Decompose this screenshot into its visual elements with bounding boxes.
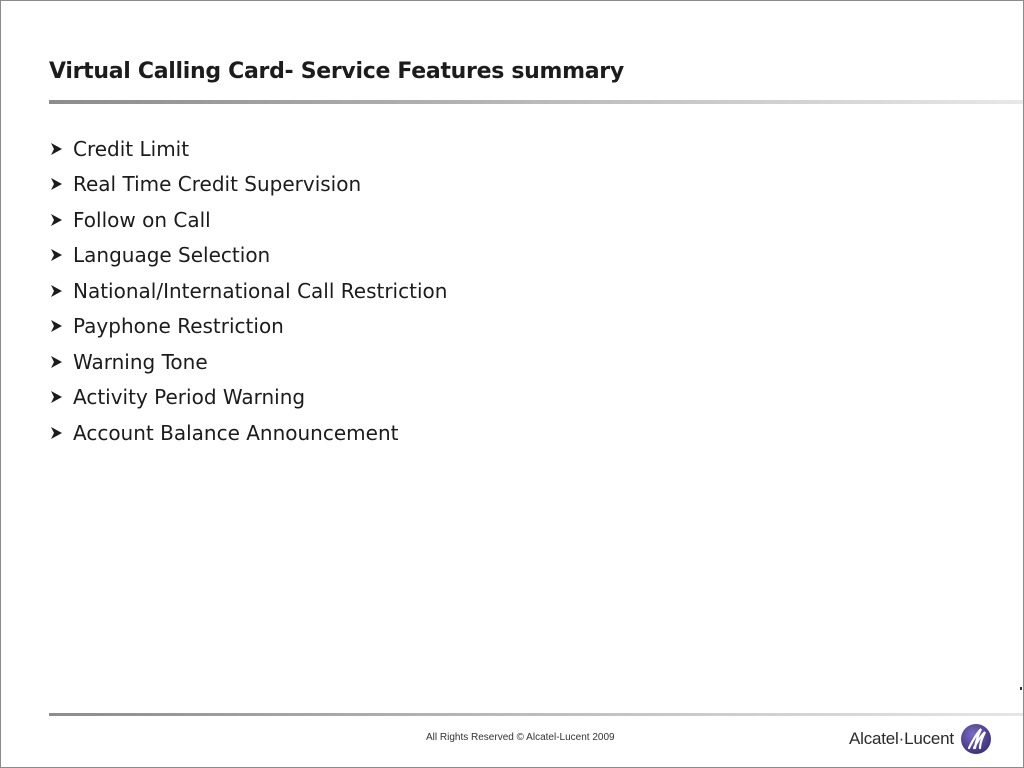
logo-wordmark: Alcatel·Lucent [849,729,954,748]
copyright-notice: All Rights Reserved © Alcatel-Lucent 2009 [426,732,615,743]
arrow-bullet-icon [49,284,63,298]
list-item [49,344,447,380]
arrow-bullet-icon [49,213,63,227]
list-item-label: Real Time Credit Supervision [73,172,362,197]
arrow-bullet-icon [49,390,63,404]
list-item-label: Follow on Call [73,207,211,232]
edge-mark [1020,687,1022,690]
arrow-bullet-icon [49,142,63,156]
list-item-label: Activity Period Warning [73,385,306,410]
list-item-label: Language Selection [73,243,271,268]
arrow-bullet-icon [49,355,63,369]
list-item-label: Credit Limit [73,136,190,161]
arrow-bullet-icon [49,248,63,262]
list-item-label: Payphone Restriction [73,314,284,339]
title-divider [49,100,1024,104]
list-item [49,380,447,416]
arrow-bullet-icon [49,177,63,191]
list-item-label: Warning Tone [73,349,208,374]
arrow-bullet-icon [49,319,63,333]
footer-divider [49,713,1024,716]
company-logo [849,723,992,755]
alcatel-lucent-logo-icon [960,723,992,755]
arrow-bullet-icon [49,426,63,440]
list-item [49,238,447,274]
list-item-label: National/International Call Restriction [73,278,448,303]
list-item [49,131,447,167]
list-item [49,202,447,238]
slide-title: Virtual Calling Card- Service Features summary [49,59,624,84]
list-item [49,415,447,451]
list-item [49,273,447,309]
list-item [49,309,447,345]
feature-list [49,131,447,451]
list-item-label: Account Balance Announcement [73,420,399,445]
list-item [49,167,447,203]
